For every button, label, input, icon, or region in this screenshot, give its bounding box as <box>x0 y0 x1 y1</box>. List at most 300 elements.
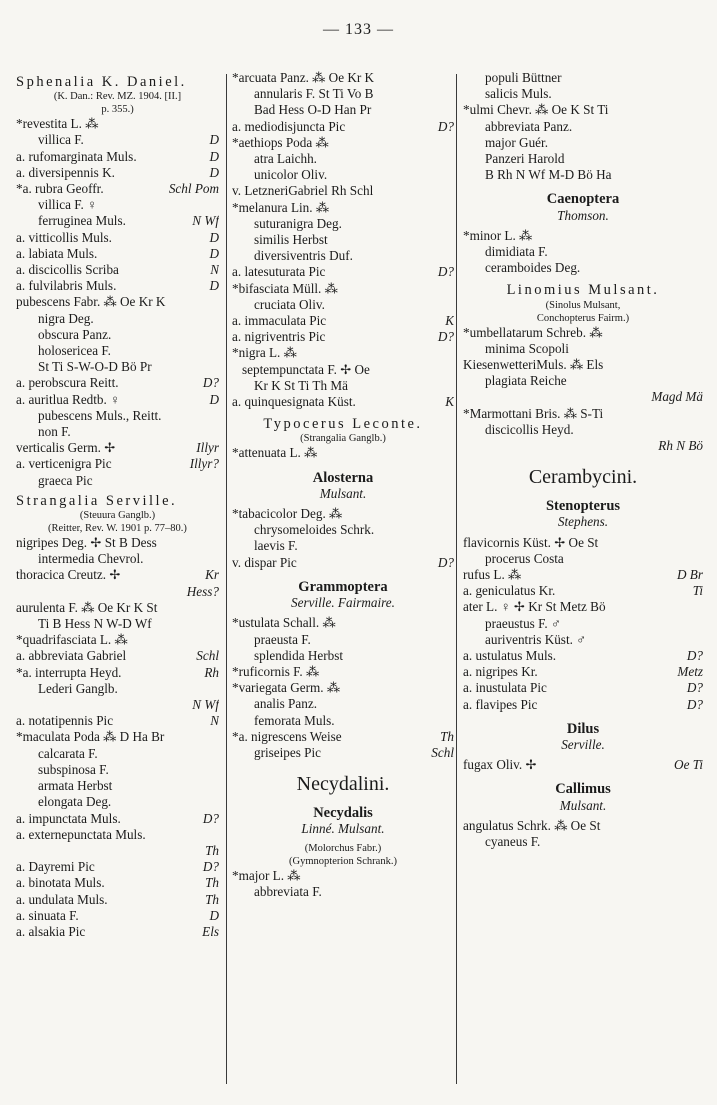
text-line <box>232 821 454 837</box>
locality-code: Th <box>440 728 454 744</box>
text-line <box>232 486 454 502</box>
entry-text: non F. <box>38 424 71 440</box>
text-line <box>463 798 703 814</box>
locality-code: Th <box>205 891 219 907</box>
text-line <box>232 232 454 248</box>
text-line <box>232 632 454 648</box>
text-line <box>232 696 454 712</box>
entry-text: Stenopterus <box>545 498 621 515</box>
entry-text: praeustus F. ♂ <box>485 615 561 631</box>
text-line <box>232 445 454 461</box>
locality-code: N Wf <box>192 697 219 713</box>
text-line <box>232 119 454 135</box>
text-line <box>463 632 703 648</box>
entry-text: procerus Costa <box>485 550 564 566</box>
locality-code: Th <box>205 842 219 858</box>
entry-text: Mulsant. <box>559 797 607 813</box>
text-line <box>463 567 703 583</box>
locality-code: K <box>445 394 454 410</box>
locality-code: D <box>209 229 219 245</box>
locality-code: Metz <box>677 664 703 680</box>
text-line <box>232 884 454 900</box>
locality-code: D <box>209 907 219 923</box>
text-line <box>463 648 703 664</box>
text-line <box>463 514 703 530</box>
text-line <box>463 119 703 135</box>
text-line <box>232 432 454 445</box>
entry-text: KiesenwetteriMuls. ⁂ Els <box>463 357 604 373</box>
entry-text: (Molorchus Fabr.) <box>304 842 382 854</box>
entry-text: a. notatipennis Pic <box>16 713 114 729</box>
locality-code: D <box>209 278 219 294</box>
entry-text: praeusta F. <box>254 631 311 647</box>
text-line <box>16 551 219 567</box>
text-line <box>16 762 219 778</box>
entry-text: p. 355.) <box>101 104 134 116</box>
text-line <box>463 244 703 260</box>
locality-code: K <box>445 313 454 329</box>
text-line <box>232 713 454 729</box>
text-line <box>232 102 454 118</box>
entry-text: Typocerus Leconte. <box>263 416 423 433</box>
text-line <box>16 875 219 891</box>
text-line <box>16 262 219 278</box>
entry-text: Alosterna <box>312 469 374 486</box>
entry-text: a. discicollis Scriba <box>16 262 119 278</box>
locality-code: D <box>209 132 219 148</box>
text-line <box>463 551 703 567</box>
entry-text: Linné. Mulsant. <box>301 821 385 837</box>
text-line <box>463 498 703 514</box>
text-line <box>232 167 454 183</box>
text-line <box>232 297 454 313</box>
entry-text: (Strangalia Ganglb.) <box>300 433 386 445</box>
column-3 <box>463 70 703 850</box>
text-line <box>16 327 219 343</box>
text-line <box>463 208 703 224</box>
text-line <box>16 509 219 522</box>
text-line <box>463 583 703 599</box>
text-line <box>232 555 454 571</box>
text-line <box>463 167 703 183</box>
entry-text: villica F. <box>38 132 84 148</box>
entry-text: Necydalini. <box>296 773 390 796</box>
locality-code: D? <box>437 118 454 134</box>
text-line <box>232 135 454 151</box>
entry-text: Necydalis <box>313 805 373 822</box>
entry-text: v. dispar Pic <box>232 554 297 570</box>
locality-code: N <box>210 262 219 278</box>
entry-text: *melanura Lin. ⁂ <box>232 199 330 215</box>
entry-text: Caenoptera <box>546 191 620 208</box>
text-line <box>232 281 454 297</box>
text-line <box>16 729 219 745</box>
text-line <box>463 282 703 298</box>
entry-text: atra Laichh. <box>254 151 317 167</box>
entry-text: a. labiata Muls. <box>16 245 98 261</box>
text-line <box>16 632 219 648</box>
entry-text: *ulmi Chevr. ⁂ Oe K St Ti <box>463 102 609 118</box>
entry-text: *tabacicolor Deg. ⁂ <box>232 506 343 522</box>
text-line <box>16 343 219 359</box>
entry-text: Lederi Ganglb. <box>38 680 118 696</box>
entry-text: nigripes Deg. ✢ St B Dess <box>16 535 157 551</box>
text-line <box>16 794 219 810</box>
page-number: — 133 — <box>323 21 394 38</box>
entry-text: *variegata Germ. ⁂ <box>232 680 341 696</box>
text-line <box>16 535 219 551</box>
text-line <box>16 132 219 148</box>
entry-text: thoracica Creutz. ✢ <box>16 567 121 583</box>
locality-code: Illyr? <box>189 456 219 472</box>
text-line <box>463 616 703 632</box>
column-divider <box>456 74 457 1084</box>
locality-code: D? <box>686 696 703 712</box>
text-line <box>232 313 454 329</box>
locality-code: Rh <box>204 664 219 680</box>
text-line <box>16 665 219 681</box>
entry-text: villica F. ♀ <box>38 197 98 213</box>
entry-text: Panzeri Harold <box>485 151 565 167</box>
entry-text: Strangalia Serville. <box>16 492 178 509</box>
locality-code: D? <box>437 554 454 570</box>
text-line <box>232 579 454 595</box>
text-line <box>463 151 703 167</box>
text-line <box>16 392 219 408</box>
text-line <box>16 375 219 391</box>
text-line <box>16 294 219 310</box>
locality-code: Schl <box>196 648 219 664</box>
text-line <box>232 216 454 232</box>
entry-text: *ruficornis F. ⁂ <box>232 663 320 679</box>
entry-text: intermedia Chevrol. <box>38 551 144 567</box>
text-line <box>232 648 454 664</box>
entry-text: a. mediodisjuncta Pic <box>232 118 346 134</box>
entry-text: *maculata Poda ⁂ D Ha Br <box>16 729 165 745</box>
entry-text: v. LetzneriGabriel Rh Schl <box>232 183 374 199</box>
entry-text: a. geniculatus Kr. <box>463 583 556 599</box>
text-line <box>232 470 454 486</box>
entry-text: ceramboides Deg. <box>485 260 581 276</box>
text-line <box>232 378 454 394</box>
entry-text: minima Scopoli <box>485 340 569 356</box>
entry-text: septempunctata F. ✢ Oe <box>242 361 370 377</box>
locality-code: D <box>209 245 219 261</box>
entry-text: abbreviata Panz. <box>485 118 573 134</box>
text-line <box>16 424 219 440</box>
entry-text: ater L. ♀ ✢ Kr St Metz Bö <box>463 599 606 615</box>
entry-text: Mulsant. <box>319 485 367 501</box>
locality-code: D Br <box>676 567 703 583</box>
text-line <box>232 151 454 167</box>
text-line <box>16 246 219 262</box>
entry-text: *a. nigrescens Weise <box>232 728 342 744</box>
entry-text: holosericea F. <box>38 343 111 359</box>
entry-text: Ti B Hess N W-D Wf <box>38 616 152 632</box>
text-line <box>232 855 454 868</box>
entry-text: Thomson. <box>557 207 609 223</box>
entry-text: a. perobscura Reitt. <box>16 375 119 391</box>
entry-text: *revestita L. ⁂ <box>16 116 99 132</box>
text-line <box>463 228 703 244</box>
text-line <box>16 778 219 794</box>
text-line <box>16 278 219 294</box>
entry-text: aurulenta F. ⁂ Oe Kr K St <box>16 599 158 615</box>
entry-text: a. alsakia Pic <box>16 923 86 939</box>
entry-text: a. verticenigra Pic <box>16 456 112 472</box>
text-line <box>463 325 703 341</box>
locality-code: Th <box>205 875 219 891</box>
text-line <box>232 345 454 361</box>
entry-text: a. nigripes Kr. <box>463 664 538 680</box>
entry-text: major Guér. <box>485 134 548 150</box>
text-line <box>463 191 703 207</box>
entry-text: a. latesuturata Pic <box>232 264 326 280</box>
entry-text: a. Dayremi Pic <box>16 859 95 875</box>
entry-text: (Reitter, Rev. W. 1901 p. 77–80.) <box>48 523 187 535</box>
entry-text: abbreviata F. <box>254 883 322 899</box>
entry-text: *arcuata Panz. ⁂ Oe Kr K <box>232 70 375 85</box>
text-line <box>463 341 703 357</box>
text-line <box>232 771 454 797</box>
text-line <box>16 811 219 827</box>
locality-code: N <box>210 713 219 729</box>
text-line <box>16 892 219 908</box>
text-line <box>16 746 219 762</box>
locality-code: D? <box>202 859 219 875</box>
text-line <box>16 74 219 90</box>
entry-text: *aethiops Poda ⁂ <box>232 134 329 150</box>
text-line <box>463 737 703 753</box>
locality-code: Rh N Bö <box>658 438 703 454</box>
text-line <box>232 70 454 86</box>
entry-text: analis Panz. <box>254 696 317 712</box>
text-line <box>463 757 703 773</box>
entry-text: a. nigriventris Pic <box>232 329 326 345</box>
entry-text: laevis F. <box>254 538 298 554</box>
column-2 <box>232 70 454 900</box>
entry-text: Sphenalia K. Daniel. <box>16 74 187 90</box>
locality-code: Els <box>202 923 219 939</box>
entry-text: auriventris Küst. ♂ <box>485 631 587 647</box>
entry-text: elongata Deg. <box>38 794 112 810</box>
text-line <box>463 260 703 276</box>
locality-code: D <box>209 164 219 180</box>
text-line <box>463 422 703 438</box>
text-line <box>16 908 219 924</box>
entry-text: Grammoptera <box>298 578 388 595</box>
entry-text: discicollis Heyd. <box>485 421 574 437</box>
entry-text: *a. interrupta Heyd. <box>16 664 122 680</box>
locality-code: Magd Mä <box>651 389 703 405</box>
text-line <box>16 90 219 103</box>
entry-text: cyaneus F. <box>485 834 541 850</box>
entry-text: B Rh N Wf M-D Bö Ha <box>485 167 612 183</box>
entry-text: a. externepunctata Muls. <box>16 826 146 842</box>
locality-code: D? <box>437 264 454 280</box>
text-line <box>463 312 703 325</box>
text-line <box>463 697 703 713</box>
text-line <box>16 713 219 729</box>
entry-text: *quadrifasciata L. ⁂ <box>16 632 128 648</box>
text-line <box>16 616 219 632</box>
text-line <box>232 248 454 264</box>
column-divider <box>226 74 227 1084</box>
entry-text: salicis Muls. <box>485 86 552 102</box>
locality-code: Schl <box>431 744 454 760</box>
locality-code: D <box>209 391 219 407</box>
text-line <box>232 264 454 280</box>
text-line <box>232 329 454 345</box>
locality-code: D <box>209 148 219 164</box>
text-line <box>232 805 454 821</box>
entry-text: unicolor Oliv. <box>254 167 328 183</box>
entry-text: graeca Pic <box>38 472 93 488</box>
text-line <box>232 842 454 855</box>
entry-text: suturanigra Deg. <box>254 215 342 231</box>
entry-text: annularis F. St Ti Vo B <box>254 86 374 102</box>
entry-text: Callimus <box>555 781 611 798</box>
entry-text: a. immaculata Pic <box>232 313 327 329</box>
text-line <box>463 818 703 834</box>
text-line <box>463 373 703 389</box>
entry-text: *major L. ⁂ <box>232 867 301 883</box>
entry-text: *attenuata L. ⁂ <box>232 445 318 461</box>
text-line <box>463 70 703 86</box>
entry-text: populi Büttner <box>485 70 562 85</box>
entry-text: a. quinquesignata Küst. <box>232 394 356 410</box>
entry-text: pubescens Fabr. ⁂ Oe Kr K <box>16 294 166 310</box>
entry-text: *umbellatarum Schreb. ⁂ <box>463 324 603 340</box>
entry-text: dimidiata F. <box>485 244 548 260</box>
entry-text: Kr K St Ti Th Mä <box>254 377 348 393</box>
text-line <box>463 464 703 490</box>
entry-text: Stephens. <box>557 514 609 530</box>
locality-code: D? <box>686 680 703 696</box>
text-line <box>232 868 454 884</box>
entry-text: obscura Panz. <box>38 326 112 342</box>
entry-text: similis Herbst <box>254 232 328 248</box>
text-line <box>16 149 219 165</box>
text-line <box>16 213 219 229</box>
text-line <box>16 456 219 472</box>
entry-text: Bad Hess O-D Han Pr <box>254 102 372 118</box>
text-line <box>232 729 454 745</box>
text-line <box>232 615 454 631</box>
entry-text: rufus L. ⁂ <box>463 567 522 583</box>
entry-text: plagiata Reiche <box>485 373 567 389</box>
text-line <box>232 595 454 611</box>
text-line <box>16 473 219 489</box>
text-line <box>16 697 219 713</box>
locality-code: Hess? <box>186 583 219 599</box>
entry-text: a. ustulatus Muls. <box>463 648 557 664</box>
text-line <box>16 181 219 197</box>
text-line <box>16 197 219 213</box>
locality-code: Illyr <box>196 440 219 456</box>
entry-text: nigra Deg. <box>38 310 94 326</box>
entry-text: Cerambycini. <box>528 466 638 489</box>
text-line <box>463 102 703 118</box>
text-line <box>16 681 219 697</box>
entry-text: diversiventris Duf. <box>254 248 353 264</box>
entry-text: a. binotata Muls. <box>16 875 105 891</box>
text-line <box>232 664 454 680</box>
entry-text: a. sinuata F. <box>16 907 79 923</box>
entry-text: *a. rubra Geoffr. <box>16 181 104 197</box>
entry-text: a. diversipennis K. <box>16 164 115 180</box>
entry-text: *minor L. ⁂ <box>463 227 533 243</box>
entry-text: ferruginea Muls. <box>38 213 126 229</box>
text-line <box>16 165 219 181</box>
entry-text: fugax Oliv. ✢ <box>463 757 537 773</box>
text-line <box>232 394 454 410</box>
locality-code: D? <box>202 810 219 826</box>
entry-text: a. rufomarginata Muls. <box>16 148 137 164</box>
text-line <box>232 416 454 432</box>
text-line <box>232 522 454 538</box>
text-line <box>16 408 219 424</box>
text-line <box>232 506 454 522</box>
text-line <box>463 406 703 422</box>
entry-text: a. fulvilabris Muls. <box>16 278 117 294</box>
entry-text: (Steuura Ganglb.) <box>79 510 156 522</box>
text-line <box>463 781 703 797</box>
entry-text: *bifasciata Müll. ⁂ <box>232 280 338 296</box>
text-line <box>463 535 703 551</box>
entry-text: Dilus <box>566 720 600 737</box>
text-line <box>463 135 703 151</box>
text-line <box>16 493 219 509</box>
text-line <box>16 311 219 327</box>
entry-text: (K. Dan.: Rev. MZ. 1904. [II.] <box>53 91 182 103</box>
text-line <box>16 648 219 664</box>
text-line <box>463 664 703 680</box>
entry-text: chrysomeloides Schrk. <box>254 522 375 538</box>
entry-text: femorata Muls. <box>254 712 335 728</box>
text-line <box>232 362 454 378</box>
text-line <box>463 834 703 850</box>
entry-text: (Sinolus Mulsant, <box>545 299 621 311</box>
entry-text: a. flavipes Pic <box>463 696 538 712</box>
text-line <box>16 827 219 843</box>
text-line <box>232 86 454 102</box>
entry-text: calcarata F. <box>38 745 98 761</box>
text-line <box>232 200 454 216</box>
text-line <box>16 567 219 583</box>
locality-code: D? <box>202 375 219 391</box>
entry-text: armata Herbst <box>38 778 113 794</box>
text-line <box>16 116 219 132</box>
text-line <box>232 745 454 761</box>
text-line <box>16 103 219 116</box>
text-line <box>463 299 703 312</box>
locality-code: Kr <box>205 567 219 583</box>
entry-text: Serville. Fairmaire. <box>291 595 395 611</box>
locality-code: Ti <box>692 583 703 599</box>
entry-text: a. auritlua Redtb. ♀ <box>16 391 121 407</box>
text-line <box>16 522 219 535</box>
entry-text: *nigra L. ⁂ <box>232 345 297 361</box>
entry-text: Serville. <box>561 737 605 753</box>
text-line <box>463 86 703 102</box>
text-line <box>463 599 703 615</box>
entry-text: *ustulata Schall. ⁂ <box>232 615 336 631</box>
entry-text: Linomius Mulsant. <box>506 282 660 299</box>
text-line <box>463 438 703 454</box>
text-line <box>16 859 219 875</box>
entry-text: a. abbreviata Gabriel <box>16 648 127 664</box>
